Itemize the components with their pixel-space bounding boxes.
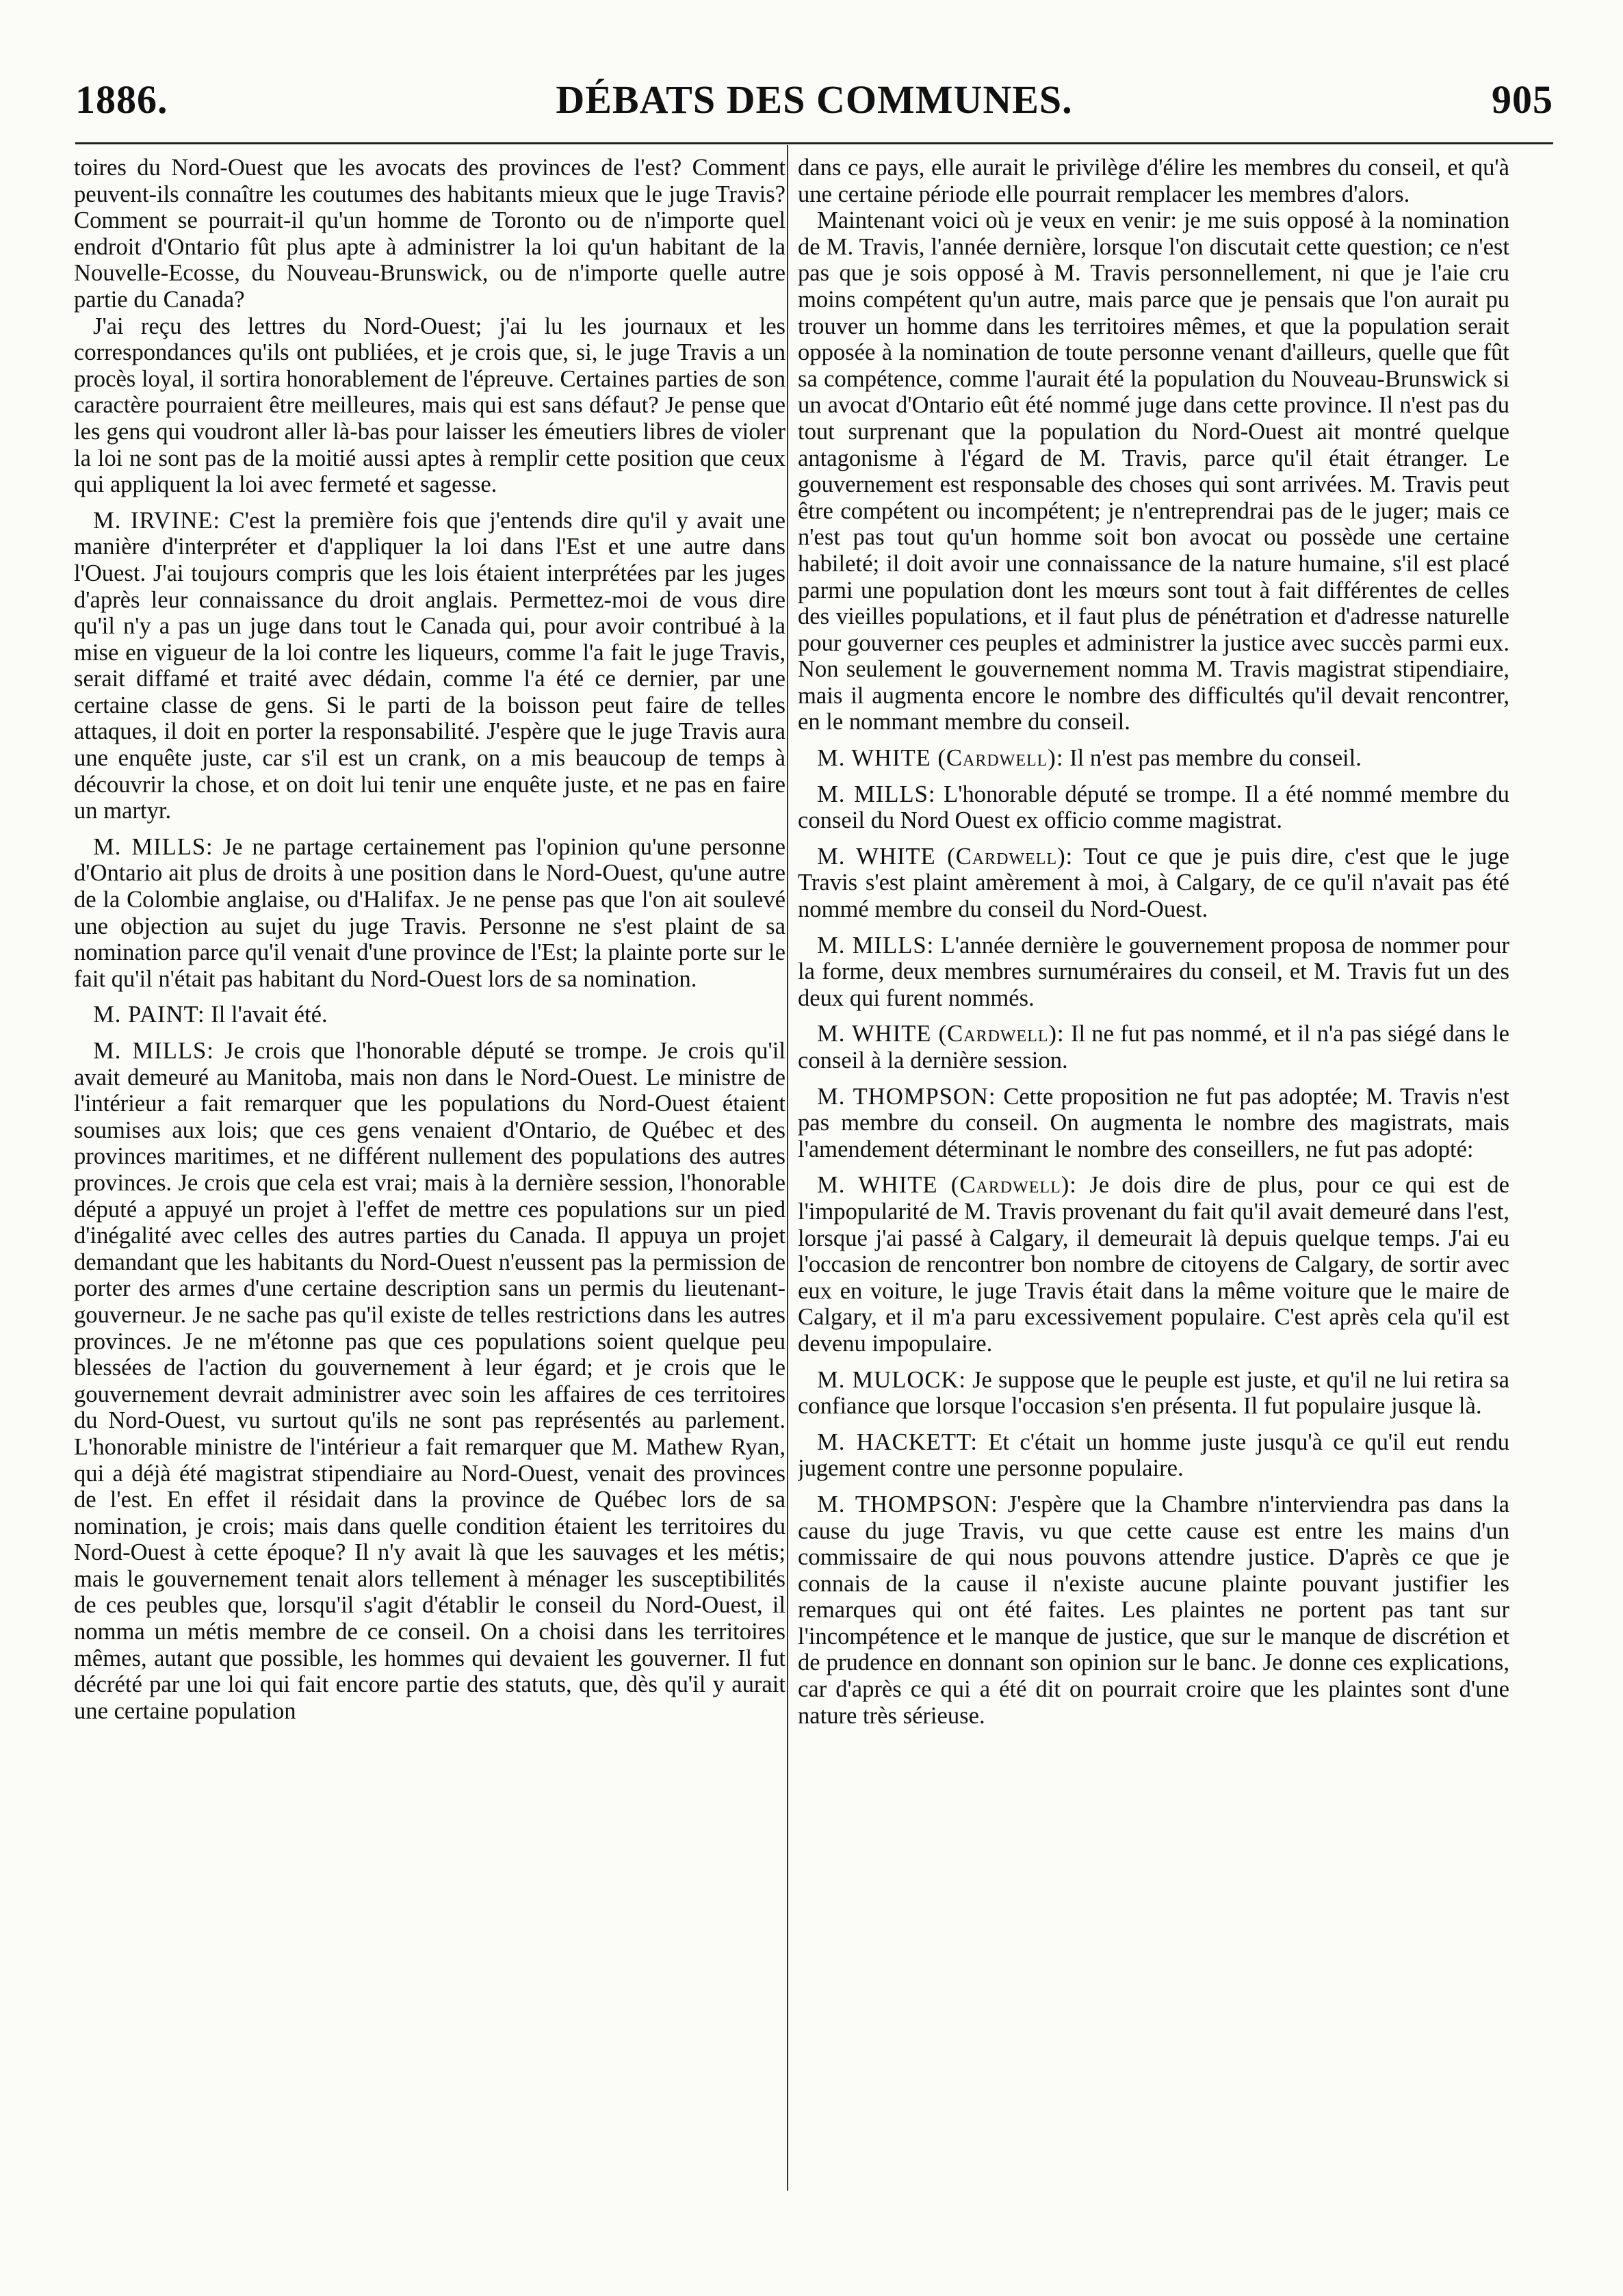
header-title: DÉBATS DES COMMUNES. bbox=[556, 77, 1073, 122]
speaker-name: M. MILLS: bbox=[817, 781, 936, 807]
paragraph-text: Je dois dire de plus, pour ce qui est de l'impopularité de M. Travis provenant du fait qu'il avait demeuré dans l'est, lorsque j'ai passé à Calgary, il demeurait là depuis quelque temps. J'ai eu l'occasion de rencontrer bon nombre de citoyens de Calgary, de sortir avec eux en voiture, le juge Travis était dans la même voiture que le maire de Calgary, et il m'a paru excessivement populaire. C'est après cela qu'il est devenu impopulaire. bbox=[798, 1172, 1509, 1357]
speaker-name: M. HACKETT: bbox=[817, 1429, 978, 1455]
paragraph bbox=[798, 1491, 1509, 1729]
speaker-name: M. WHITE (Cardwell): bbox=[817, 745, 1064, 772]
paragraph-text: Tout ce que je puis dire, c'est que le juge Travis s'est plaint amèrement à moi, à Calgary, de ce qu'il n'avait pas été nommé membre du conseil du Nord-Ouest. bbox=[798, 843, 1509, 923]
speaker-name: M. MILLS: bbox=[817, 932, 935, 958]
paragraph bbox=[798, 1172, 1509, 1357]
paragraph bbox=[798, 844, 1509, 923]
paragraph-text: L'année dernière le gouvernement proposa de nommer pour la forme, deux membres surnuméraires du conseil, et M. Travis fut un des deux qui furent nommés. bbox=[798, 932, 1509, 1011]
speaker-name: M. THOMPSON: bbox=[817, 1083, 996, 1110]
paragraph-text: Je ne partage certainement pas l'opinion qu'une personne d'Ontario ait plus de droits à une position dans le Nord-Ouest, qu'une autre de la Colombie anglaise, ou d'Halifax. Je ne pense pas que l'on ait soulevé une objection au sujet du juge Travis. Personne ne s'est plaint de sa nomination parce qu'il venait d'une province de l'Est; la plainte porte sur le fait qu'il n'était pas habitant du Nord-Ouest lors de sa nomination. bbox=[74, 833, 785, 992]
page-header bbox=[75, 77, 1553, 131]
speaker-name: M. WHITE (Cardwell): bbox=[817, 1021, 1065, 1047]
paragraph bbox=[74, 834, 785, 993]
speaker-name: M. IRVINE: bbox=[93, 507, 221, 534]
speaker-name: M. THOMPSON: bbox=[817, 1491, 998, 1517]
speaker-name: M. MILLS: bbox=[93, 1038, 214, 1064]
paragraph bbox=[74, 1002, 785, 1028]
column-divider bbox=[787, 145, 788, 2191]
paragraph-text: Maintenant voici où je veux en venir: je me suis opposé à la nomination de M. Travis, l'année dernière, lorsque l'on discutait cette question; ce n'est pas que je sois opposé à M. Travis personnellement, ni que je l'aie cru moins compétent qu'un autre, mais parce que je pensais que l'on aurait pu trouver un homme dans les territoires mêmes, et que la population serait opposée à la nomination de toute personne venant d'ailleurs, quelle que fût sa compétence, comme l'aurait été la population du Nouveau-Brunswick si un avocat d'Ontario eût été nommé juge dans cette province. Il n'est pas du tout surprenant que la population du Nord-Ouest ait montré quelque antagonisme à l'égard de M. Travis, parce qu'il était étranger. Le gouvernement est responsable des choses qui sont arrivées. M. Travis peut être compétent ou incompétent; je n'entreprendrai pas de le juger; mais ce n'est pas tout qu'un homme soit bon avocat ou possède une certaine habileté; il doit avoir une connaissance de la nature humaine, s'il est placé parmi une population dont les mœurs sont tout à fait différentes de celles des vieilles populations, et il faut plus de pénétration et d'adresse naturelle pour gouverner ces peuples et administrer la justice avec succès parmi eux. Non seulement le gouvernement nomma M. Travis magistrat stipendiaire, mais il augmenta encore le nombre des difficultés qu'il devait rencontrer, en le nommant membre du conseil. bbox=[798, 207, 1509, 735]
paragraph-text: toires du Nord-Ouest que les avocats des provinces de l'est? Comment peuvent-ils connaître les coutumes des habitants mieux que le juge Travis? Comment se pourrait-il qu'un homme de Toronto ou de n'importe quel endroit d'Ontario fût plus apte à administrer la loi qu'un habitant de la Nouvelle-Ecosse, du Nouveau-Brunswick, ou de n'importe quelle autre partie du Canada? bbox=[74, 155, 785, 313]
speaker-name: M. MILLS: bbox=[93, 833, 213, 860]
paragraph-text: C'est la première fois que j'entends dire qu'il y avait une manière d'interpréter et d'appliquer la loi dans l'Est et une autre dans l'Ouest. J'ai toujours compris que les lois étaient interprétées par les juges d'après leur connaissance du droit anglais. Permettez-moi de vous dire qu'il n'y a pas un juge dans tout le Canada qui, pour avoir contribué à la mise en vigueur de la loi contre les liqueurs, comme l'a fait le juge Travis, serait diffamé et traité avec dédain, comme l'a été ce dernier, par une certaine classe de gens. Si le parti de la boisson peut faire de telles attaques, il doit en porter la responsabilité. J'espère que le juge Travis aura une enquête juste, car s'il est un crank, on a mis beaucoup de temps à découvrir la chose, et on doit lui tenir une enquête juste, et ne pas en faire un martyr. bbox=[74, 507, 785, 824]
speaker-name: M. MULOCK: bbox=[817, 1366, 966, 1393]
paragraph-text: J'ai reçu des lettres du Nord-Ouest; j'ai lu les journaux et les correspondances qu'ils ont publiées, et je crois que, si, le juge Travis a un procès loyal, il sortira honorablement de l'épreuve. Certaines parties de son caractère pourraient être meilleures, mais qui est sans défaut? Je pense que les gens qui voudront aller là-bas pour laisser les émeutiers libres de violer la loi ne sont pas de la moitié aussi aptes à remplir cette position que ceux qui appliquent la loi avec fermeté et sagesse. bbox=[74, 313, 785, 498]
paragraph-text: J'espère que la Chambre n'interviendra pas dans la cause du juge Travis, vu que cette cause est entre les mains d'un commissaire de qui nous pouvons attendre justice. D'après ce que je connais de la cause il n'existe aucune plainte pouvant justifier les remarques qui ont été faites. Les plaintes ne portent pas tant sur l'incompétence et le manque de justice, que sur le manque de discrétion et de prudence en donnant son opinion sur le banc. Je donne ces explications, car d'après ce qui a été dit on pourrait croire que les plaintes sont d'une nature très sérieuse. bbox=[798, 1491, 1509, 1729]
header-rule bbox=[75, 142, 1553, 144]
paragraph-text: Il n'est pas membre du conseil. bbox=[1069, 745, 1362, 772]
paragraph bbox=[74, 508, 785, 824]
paragraph bbox=[798, 207, 1509, 735]
paragraph bbox=[798, 1367, 1509, 1420]
paragraph-text: Je suppose que le peuple est juste, et qu'il ne lui retira sa confiance que lorsque l'occasion s'en présenta. Il fut populaire jusque là. bbox=[798, 1366, 1509, 1420]
paragraph-text: dans ce pays, elle aurait le privilège d'élire les membres du conseil, et qu'à une certaine période elle pourrait remplacer les membres d'alors. bbox=[798, 155, 1509, 207]
speaker-name: M. WHITE (Cardwell): bbox=[817, 843, 1074, 870]
paragraph bbox=[798, 1429, 1509, 1482]
paragraph-text: Cette proposition ne fut pas adoptée; M. Travis n'est pas membre du conseil. On augmenta le nombre des magistrats, mais l'amendement déterminant le nombre des conseillers, ne fut pas adopté: bbox=[798, 1083, 1509, 1162]
paragraph bbox=[798, 1021, 1509, 1073]
paragraph-text: Il l'avait été. bbox=[211, 1002, 328, 1028]
speaker-name: M. PAINT: bbox=[93, 1002, 205, 1028]
paragraph bbox=[798, 1084, 1509, 1163]
right-column bbox=[798, 155, 1509, 2193]
paragraph bbox=[798, 745, 1509, 772]
header-page-number: 905 bbox=[1492, 77, 1553, 122]
paragraph bbox=[798, 781, 1509, 834]
paragraph-text: L'honorable député se trompe. Il a été nommé membre du conseil du Nord Ouest ex officio comme magistrat. bbox=[798, 781, 1509, 834]
header-year: 1886. bbox=[75, 77, 168, 122]
paragraph bbox=[798, 155, 1509, 207]
paragraph-text: Et c'était un homme juste jusqu'à ce qu'il eut rendu jugement contre une personne populaire. bbox=[798, 1429, 1509, 1482]
speaker-name: M. WHITE (Cardwell): bbox=[817, 1172, 1077, 1199]
paragraph-text: Je crois que l'honorable député se trompe. Je crois qu'il avait demeuré au Manitoba, mais non dans le Nord-Ouest. Le ministre de l'intérieur a fait remarquer que les populations du Nord-Ouest étaient soumises aux lois; que ces gens venaient d'Ontario, de Québec et des provinces maritimes, et ne différent nullement des populations des autres provinces. Je crois que cela est vrai; mais à la dernière session, l'honorable député a appuyé un projet à l'effet de mettre ces populations sur un pied d'inégalité avec celles des autres parties du Canada. Il appuya un projet demandant que les habitants du Nord-Ouest n'eussent pas la permission de porter des armes d'une certaine description sans un permis du lieutenant-gouverneur. Je ne sache pas qu'il existe de telles restrictions dans les autres provinces. Je ne m'étonne pas que ces populations soient quelque peu blessées de l'action du gouvernement à leur égard; et je crois que le gouvernement devrait administrer avec soin les affaires de ces territoires du Nord-Ouest, vu surtout qu'ils ne sont pas représentés au parlement. L'honorable ministre de l'intérieur a fait remarquer que M. Mathew Ryan, qui a déjà été magistrat stipendiaire au Nord-Ouest, venait des provinces de l'est. En effet il résidait dans la province de Québec lors de sa nomination, je crois; mais dans quelle condition étaient les territoires du Nord-Ouest à cette époque? Il n'y avait là que les sauvages et les métis; mais le gouvernement tenait alors tellement à ménager les susceptibilités de ces peubles que, lorsqu'il s'agit d'établir le conseil du Nord-Ouest, il nomma un métis membre de ce conseil. On a choisi dans les territoires mêmes, autant que possible, les hommes qui devaient les gouverner. Il fut décrété par une loi qui fait encore partie des statuts, que, dès qu'il y aurait une certaine population bbox=[74, 1038, 785, 1724]
paragraph-text: Il ne fut pas nommé, et il n'a pas siégé dans le conseil à la dernière session. bbox=[798, 1021, 1509, 1073]
paragraph bbox=[74, 313, 785, 498]
paragraph bbox=[798, 932, 1509, 1012]
paragraph bbox=[74, 1038, 785, 1724]
left-column bbox=[74, 155, 785, 2193]
paragraph bbox=[74, 155, 785, 313]
